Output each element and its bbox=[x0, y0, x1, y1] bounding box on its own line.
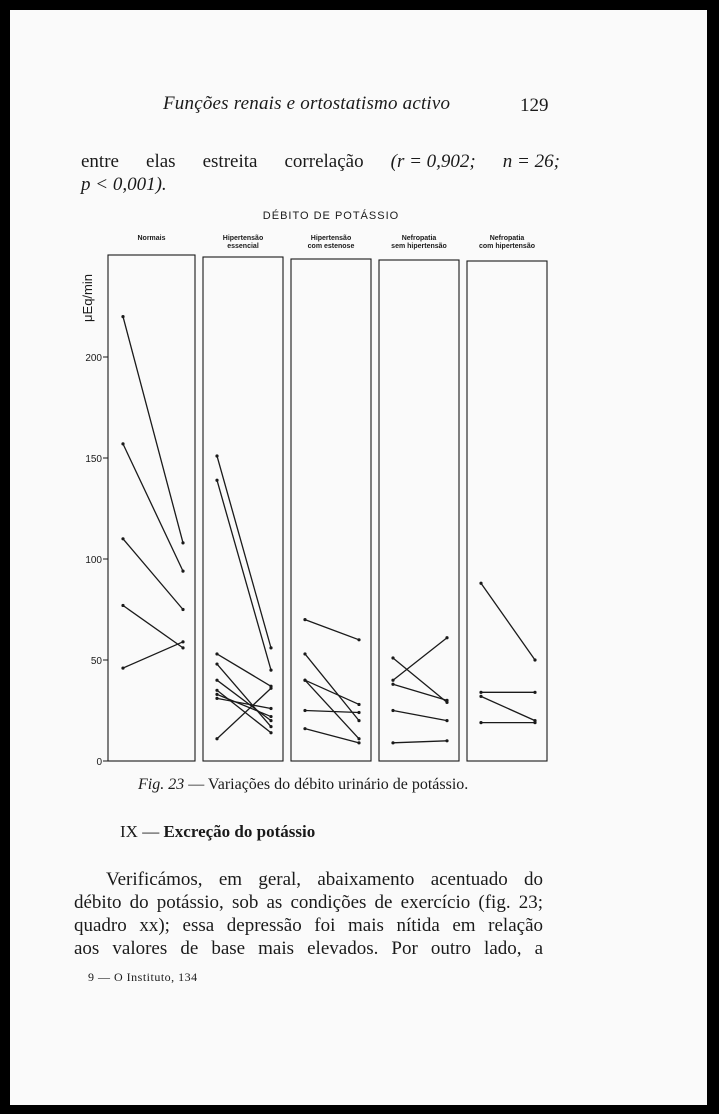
section-heading bbox=[120, 822, 315, 842]
data-point bbox=[215, 652, 218, 655]
series-line bbox=[481, 696, 535, 720]
data-point bbox=[303, 679, 306, 682]
intro-word: elas bbox=[146, 151, 176, 172]
data-point bbox=[445, 636, 448, 639]
intro-formula-n: n = 26; bbox=[502, 151, 560, 172]
data-point bbox=[303, 709, 306, 712]
data-point bbox=[121, 666, 124, 669]
data-point bbox=[181, 608, 184, 611]
section-dash: — bbox=[137, 822, 164, 841]
series-line bbox=[393, 684, 447, 700]
data-point bbox=[445, 739, 448, 742]
body-line-3: quadro xx); essa depressão foi mais nítida em relação bbox=[74, 915, 543, 936]
data-point bbox=[357, 711, 360, 714]
data-point bbox=[533, 691, 536, 694]
data-point bbox=[357, 741, 360, 744]
data-point bbox=[391, 683, 394, 686]
data-point bbox=[121, 315, 124, 318]
section-number: IX bbox=[120, 822, 138, 841]
series-line bbox=[393, 711, 447, 721]
data-point bbox=[269, 719, 272, 722]
data-point bbox=[121, 604, 124, 607]
figure-caption-text: — Variações do débito urinário de potássio. bbox=[184, 776, 469, 793]
data-point bbox=[479, 721, 482, 724]
y-tick-label: 150 bbox=[85, 454, 102, 465]
data-point bbox=[391, 741, 394, 744]
data-point bbox=[215, 662, 218, 665]
data-point bbox=[181, 570, 184, 573]
data-point bbox=[357, 737, 360, 740]
data-point bbox=[215, 693, 218, 696]
data-point bbox=[269, 725, 272, 728]
series-line bbox=[305, 620, 359, 640]
data-point bbox=[181, 541, 184, 544]
page bbox=[10, 10, 707, 1105]
series-line bbox=[123, 642, 183, 668]
body-line-2: débito do potássio, sob as condições de exercício (fig. 23; bbox=[74, 892, 543, 913]
panel-label: Hipertensão bbox=[310, 235, 352, 242]
data-point bbox=[445, 719, 448, 722]
data-point bbox=[121, 442, 124, 445]
body-line-1: Verificámos, em geral, abaixamento acentuado do bbox=[106, 869, 543, 890]
figure-caption bbox=[138, 776, 468, 794]
chart-title: DÉBITO DE POTÁSSIO bbox=[262, 210, 400, 222]
intro-word: estreita bbox=[202, 151, 258, 172]
series-line bbox=[217, 456, 271, 648]
data-point bbox=[269, 707, 272, 710]
figure-label: Fig. 23 bbox=[138, 776, 185, 793]
series-line bbox=[217, 654, 271, 686]
data-point bbox=[357, 719, 360, 722]
body-line-4: aos valores de base mais elevados. Por outro lado, a bbox=[74, 938, 543, 959]
data-point bbox=[479, 691, 482, 694]
y-tick-label: 100 bbox=[85, 555, 102, 566]
data-point bbox=[215, 737, 218, 740]
series-line bbox=[305, 680, 359, 739]
intro-formula-r: (r = 0,902; bbox=[390, 151, 476, 172]
data-point bbox=[269, 731, 272, 734]
data-point bbox=[357, 638, 360, 641]
running-title: Funções renais e ortostatismo activo bbox=[163, 93, 451, 114]
series-line bbox=[123, 539, 183, 610]
data-point bbox=[391, 709, 394, 712]
intro-line-2: p < 0,001). bbox=[81, 174, 167, 195]
panel-label: Normais bbox=[137, 235, 166, 242]
panel-label: Nefropatia bbox=[489, 235, 525, 242]
data-point bbox=[215, 479, 218, 482]
series-line bbox=[217, 480, 271, 670]
data-point bbox=[215, 697, 218, 700]
data-point bbox=[215, 689, 218, 692]
data-point bbox=[303, 727, 306, 730]
potassium-chart bbox=[10, 10, 707, 790]
y-tick-label: 200 bbox=[85, 353, 102, 364]
data-point bbox=[391, 656, 394, 659]
series-line bbox=[305, 680, 359, 704]
data-point bbox=[269, 646, 272, 649]
data-point bbox=[533, 721, 536, 724]
data-point bbox=[269, 687, 272, 690]
data-point bbox=[479, 695, 482, 698]
series-line bbox=[393, 658, 447, 702]
data-point bbox=[181, 640, 184, 643]
data-point bbox=[479, 582, 482, 585]
data-point bbox=[215, 679, 218, 682]
intro-word: entre bbox=[81, 151, 119, 172]
footer-note: 9 — O Instituto, 134 bbox=[88, 970, 198, 984]
data-point bbox=[303, 652, 306, 655]
panel-frame bbox=[108, 255, 195, 761]
panel-label: com hipertensão bbox=[478, 243, 536, 250]
panel-label: com estenose bbox=[307, 243, 355, 250]
panel-label: sem hipertensão bbox=[391, 243, 447, 250]
section-title: Excreção do potássio bbox=[163, 822, 316, 841]
y-tick-label: 0 bbox=[96, 757, 102, 768]
series-line bbox=[123, 605, 183, 647]
data-point bbox=[269, 715, 272, 718]
data-point bbox=[181, 646, 184, 649]
data-point bbox=[215, 454, 218, 457]
page-number: 129 bbox=[520, 95, 549, 116]
data-point bbox=[269, 669, 272, 672]
panel-label: Hipertensão bbox=[222, 235, 264, 242]
data-point bbox=[391, 679, 394, 682]
series-line bbox=[393, 741, 447, 743]
panel-frame bbox=[379, 260, 459, 761]
y-axis-label: μEq/min bbox=[80, 274, 95, 322]
data-point bbox=[121, 537, 124, 540]
panel-label: essencial bbox=[227, 243, 259, 250]
y-tick-label: 50 bbox=[90, 656, 102, 667]
series-line bbox=[393, 638, 447, 680]
intro-word: correlação bbox=[284, 151, 364, 172]
panel-label: Nefropatia bbox=[401, 235, 437, 242]
series-line bbox=[481, 583, 535, 660]
data-point bbox=[533, 658, 536, 661]
data-point bbox=[303, 618, 306, 621]
panel-frame bbox=[467, 261, 547, 761]
data-point bbox=[357, 703, 360, 706]
data-point bbox=[445, 699, 448, 702]
